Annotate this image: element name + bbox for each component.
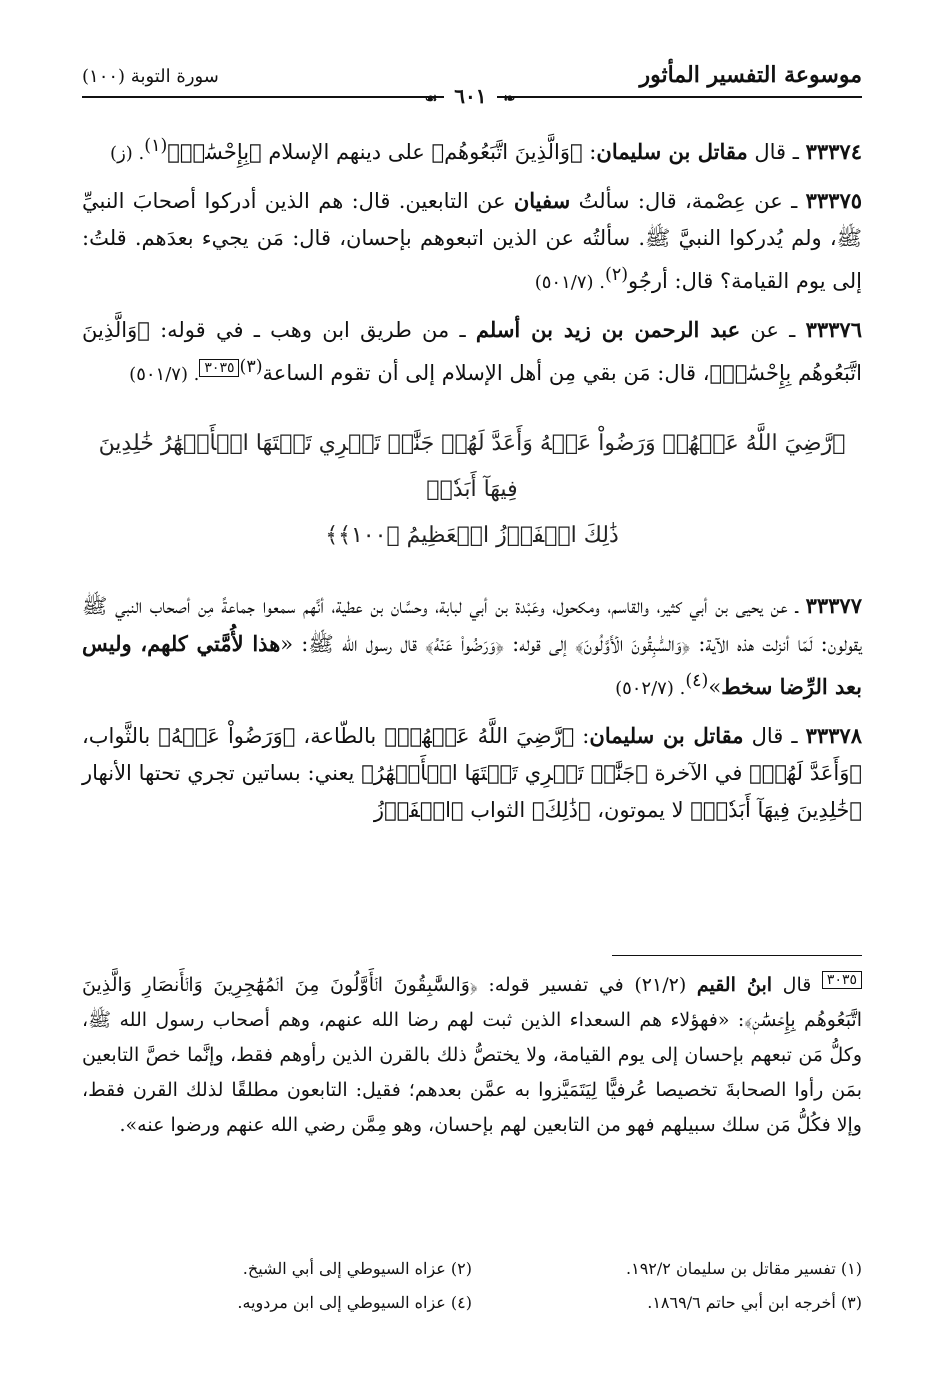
narration-number: ٣٣٣٧٥ bbox=[805, 188, 863, 213]
commentary-text: قال bbox=[772, 974, 822, 996]
hadith-text: هذا لأُمَّتي كلهم، وليس بعد الرِّضا سخط bbox=[82, 631, 862, 699]
narrator-name: مقاتل بن سليمان bbox=[589, 723, 744, 748]
narration-entry bbox=[82, 717, 862, 829]
narration-number: ٣٣٣٧٤ bbox=[805, 139, 862, 164]
book-title: موسوعة التفسير المأثور bbox=[639, 62, 862, 88]
quote-close: » bbox=[708, 675, 722, 699]
narrator-name: عبد الرحمن بن زيد بن أسلم bbox=[475, 317, 741, 342]
commentary-tag: ٣٠٣٥ bbox=[199, 359, 239, 377]
narrator-name: سفيان bbox=[513, 188, 571, 213]
narration-number: ٣٣٣٧٨ bbox=[805, 723, 862, 748]
footnote: (٣) أخرجه ابن أبي حاتم ١٨٦٩/٦. bbox=[647, 1293, 862, 1312]
narration-text: ـ عن يحيى بن أبي كثير، والقاسم، ومكحول، وعَبْدة بن أبي لبابة، وحسَّان بن عطية، أنَّهم سمعوا جماعةً مِن أصحاب النبي ﷺ يقولون: لَمّا أنزلت هذه الآية: ﴿وَالسَّٰبِقُونَ الۡأَوَّلُونَ﴾ إلى قوله: ﴿وَرَضُواْ عَنۡهُ﴾ قال رسول الله ﷺ: « bbox=[82, 594, 862, 656]
footnote-marker: (٢) bbox=[604, 265, 629, 285]
page-number-row bbox=[0, 84, 940, 108]
footnote: (٤) عزاه السيوطي إلى ابن مردويه. bbox=[237, 1293, 472, 1312]
source-ref: . (٥٠٢/٧) bbox=[615, 678, 686, 699]
ornament-icon: ☙ bbox=[424, 91, 438, 107]
narration-text: ـ من طريق ابن وهب ـ في قوله: ﴿وَالَّذِينَ اتَّبَعُوهُم بِإِحْسَٰنٖ﴾، قال: مَن بقي مِن أهل الإسلام إلى أن تقوم الساعة bbox=[82, 318, 862, 385]
ornament-icon: ❧ bbox=[503, 91, 516, 107]
footnote-marker: (١) bbox=[144, 136, 168, 156]
narration-number: ٣٣٣٧٧ bbox=[805, 593, 862, 618]
footnote: (١) تفسير مقاتل بن سليمان ١٩٢/٢. bbox=[626, 1259, 862, 1278]
narration-text: : ﴿وَالَّذِينَ اتَّبَعُوهُم﴾ على دينهم الإسلام ﴿بِإِحْسَٰنٖ﴾ bbox=[167, 140, 597, 164]
narration-text: ـ عن عِصْمة، قال: سألتُ bbox=[570, 189, 806, 213]
verse-line: ذَٰلِكَ الۡفَوۡزُ الۡعَظِيمُ ﴿١٠٠﴾﴾ bbox=[325, 523, 619, 548]
commentary-block bbox=[82, 968, 862, 1143]
page-number: ٦٠١ bbox=[444, 84, 496, 108]
source-ref: . (ز) bbox=[110, 143, 145, 164]
narration-number: ٣٣٣٧٦ bbox=[805, 317, 862, 342]
commentary-text: (٢١/٢) في تفسير قوله: ﴿وَالسَّٰبِقُونَ الۡأَوَّلُونَ مِنَ الۡمُهَٰجِرِينَ وَالۡأَنصَارِ وَالَّذِينَ اتَّبَعُوهُم بِإِحۡسَٰنٖ﴾: «فهؤلاء هم السعداء الذين ثبت لهم رضا الله عنهم، وهم أصحاب رسول الله ﷺ، وكلُّ مَن تبعهم بإحسان إلى يوم القيامة، ولا يختصُّ ذلك بالقرن الذين رأوهم فقط، وإنَّما خصَّ التابعين بمَن رأوا الصحابةَ تخصيصا عُرفيًّا لِيَتَمَيَّزوا به عمَّن بعدهم؛ فقيل: التابعون مطلقًا لذلك القرن فقط، وإلا فكُلُّ مَن سلك سبيلهم فهو من التابعين لهم بإحسان، وهو مِمَّن رضي الله عنهم ورضوا عنه». bbox=[82, 974, 862, 1136]
main-text bbox=[82, 128, 862, 839]
narration-text: ـ قال bbox=[743, 724, 806, 748]
narration-text: عن التابعين. قال: هم الذين أدركوا أصحابَ النبيِّ ﷺ، ولم يُدركوا النبيَّ ﷺ. سألتُه عن الذين اتبعوهم بإحسان، قال: مَن يجيء بعدَهم. قلتُ: إلى يوم القيامة؟ قال: أرجُو bbox=[82, 189, 862, 293]
surah-title: سورة التوبة (١٠٠) bbox=[82, 66, 219, 87]
narration-text: ـ عن bbox=[740, 318, 806, 342]
narration-entry bbox=[82, 587, 862, 707]
narration-entry bbox=[82, 182, 862, 301]
footnote-marker: (٣) bbox=[239, 357, 263, 377]
quran-verse bbox=[82, 421, 862, 559]
narration-entry bbox=[82, 128, 862, 172]
narration-text: ـ قال bbox=[747, 140, 806, 164]
footnote-rule bbox=[612, 955, 862, 956]
scholar-name: ابنُ القيم bbox=[696, 974, 773, 996]
commentary-tag: ٣٠٣٥ bbox=[822, 971, 862, 989]
source-ref: . (٥٠١/٧) bbox=[534, 272, 605, 293]
footnote-marker: (٤) bbox=[685, 671, 709, 691]
narration-text: : ﴿رَّضِيَ اللَّهُ عَنۡهُمۡ﴾ بالطّاعة، ﴿وَرَضُواْ عَنۡهُ﴾ بالثَّواب، ﴿وَأَعَدَّ لَهُمۡ﴾ في الآخرة ﴿جَنَّٰتٖ تَجۡرِي تَحۡتَهَا الۡأَنۡهَٰرُ﴾ يعني: بساتين تجري تحتها الأنهار ﴿خَٰلِدِينَ فِيهَآ أَبَدٗاۚ﴾ لا يموتون، ﴿ذَٰلِكَ﴾ الثواب ﴿الۡفَوۡزُ bbox=[82, 724, 862, 822]
narrator-name: مقاتل بن سليمان bbox=[596, 139, 748, 164]
verse-line: ﴿رَّضِيَ اللَّهُ عَنۡهُمۡ وَرَضُواْ عَنۡهُ وَأَعَدَّ لَهُمۡ جَنَّٰتٖ تَجۡرِي تَحۡتَهَا الۡأَنۡهَٰرُ خَٰلِدِينَ فِيهَآ أَبَدٗاۚ bbox=[98, 431, 846, 502]
footnotes bbox=[82, 1252, 862, 1320]
narration-entry bbox=[82, 311, 862, 393]
source-ref: . (٥٠١/٧) bbox=[129, 364, 200, 385]
footnote: (٢) عزاه السيوطي إلى أبي الشيخ. bbox=[242, 1259, 472, 1278]
